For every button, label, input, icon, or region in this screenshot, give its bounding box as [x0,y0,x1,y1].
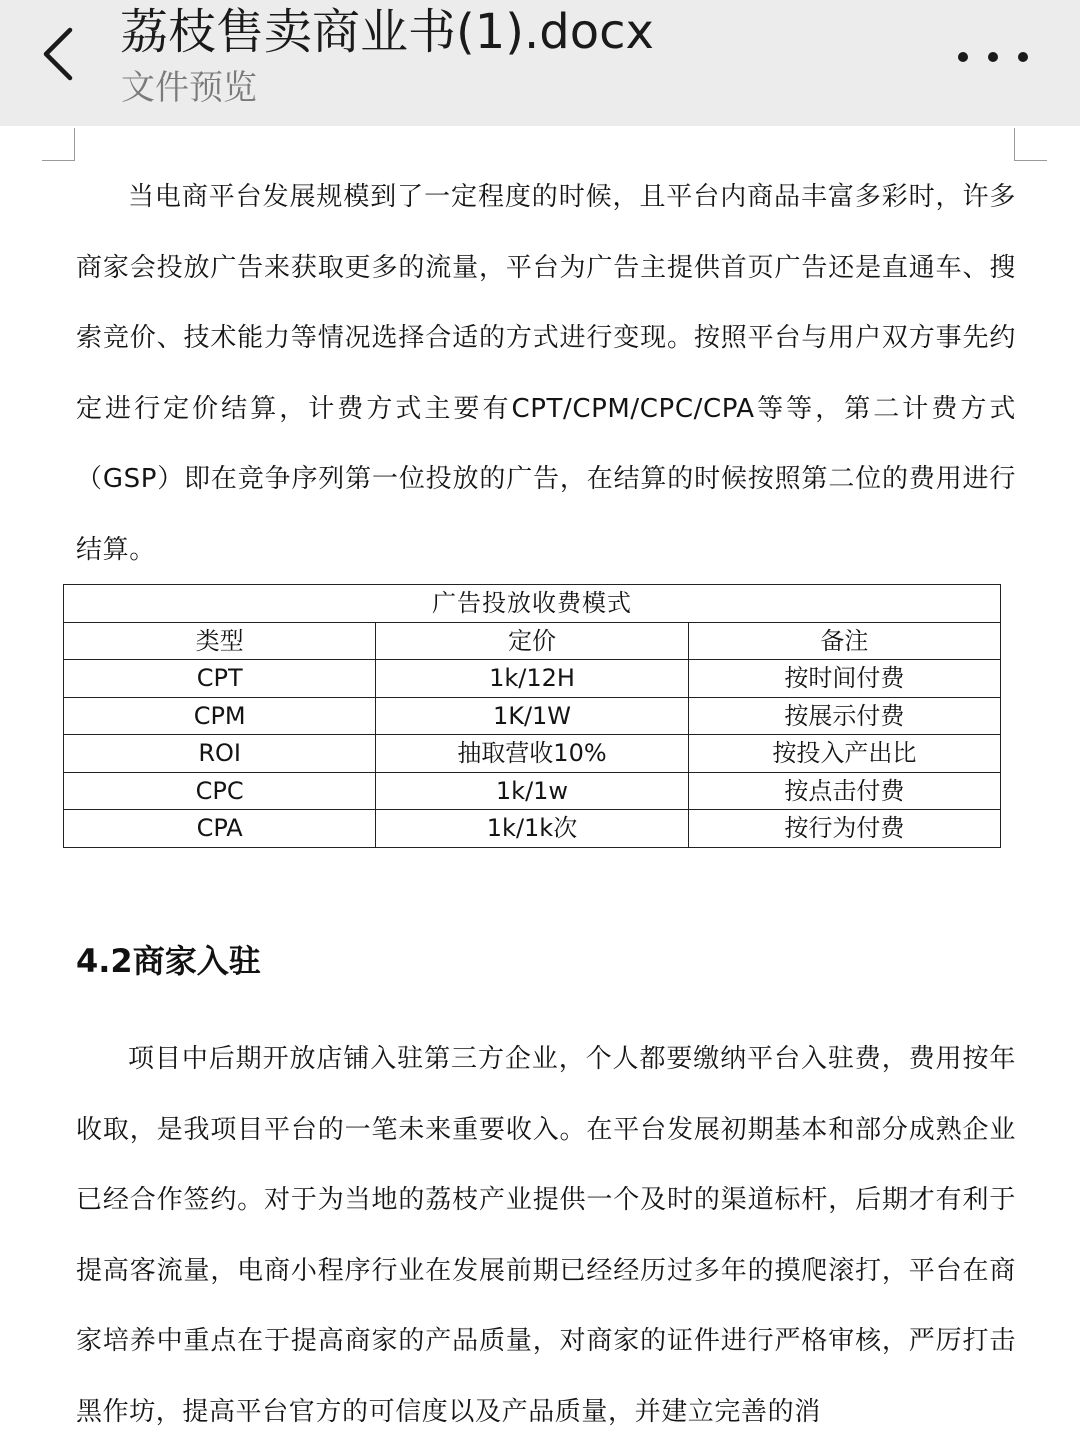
table-cell: CPC [64,772,376,810]
table-cell: 1k/1k次 [376,810,688,848]
section-heading: 4.2商家入驻 [76,942,261,980]
table-row [64,660,1001,698]
table-cell: 抽取营收10% [376,735,688,773]
body-paragraph: 当电商平台发展规模到了一定程度的时候，且平台内商品丰富多彩时，许多商家会投放广告来获取更多的流量，平台为广告主提供首页广告还是直通车、搜索竞价、技术能力等情况选择合适的方式进行变现。按照平台与用户双方事先约定进行定价结算，计费方式主要有CPT/CPM/CPC/CPA等等，第二计费方式（GSP）即在竞争序列第一位投放的广告，在结算的时候按照第二位的费用进行结算。 [76,182,1016,565]
document-subtitle: 文件预览 [121,68,257,108]
document-title: 荔枝售卖商业书(1).docx [120,4,654,60]
table-row [64,772,1001,810]
table-row [64,810,1001,848]
table-cell: CPM [64,697,376,735]
column-header: 定价 [376,622,688,660]
table-cell: 1k/12H [376,660,688,698]
more-horizontal-icon [1018,52,1028,62]
table-cell: 按投入产出比 [688,735,1000,773]
table-cell: 按点击付费 [688,772,1000,810]
table-caption-row [64,585,1001,623]
table-row [64,735,1001,773]
column-header: 类型 [64,622,376,660]
page-margin-mark-left [42,128,75,161]
table-header-row [64,622,1001,660]
back-button[interactable] [30,22,90,86]
table-cell: 按时间付费 [688,660,1000,698]
chevron-left-icon [30,22,90,86]
table-cell: 按展示付费 [688,697,1000,735]
table-cell: ROI [64,735,376,773]
ad-fee-table [63,584,1001,848]
table-cell: CPA [64,810,376,848]
column-header: 备注 [688,622,1000,660]
top-app-bar [0,0,1080,126]
table-caption: 广告投放收费模式 [64,585,1001,623]
more-horizontal-icon [958,52,968,62]
table-cell: 1k/1w [376,772,688,810]
table-cell: 按行为付费 [688,810,1000,848]
more-horizontal-icon [988,52,998,62]
more-options-button[interactable] [958,42,1028,72]
table-row [64,697,1001,735]
page-margin-mark-right [1014,128,1047,161]
table-cell: 1K/1W [376,697,688,735]
body-paragraph: 项目中后期开放店铺入驻第三方企业，个人都要缴纳平台入驻费，费用按年收取，是我项目平台的一笔未来重要收入。在平台发展初期基本和部分成熟企业已经合作签约。对于为当地的荔枝产业提供一个及时的渠道标杆，后期才有利于提高客流量，电商小程序行业在发展前期已经经历过多年的摸爬滚打，平台在商家培养中重点在于提高商家的产品质量，对商家的证件进行严格审核，严厉打击黑作坊，提高平台官方的可信度以及产品质量，并建立完善的消 [76,1044,1016,1427]
table-cell: CPT [64,660,376,698]
